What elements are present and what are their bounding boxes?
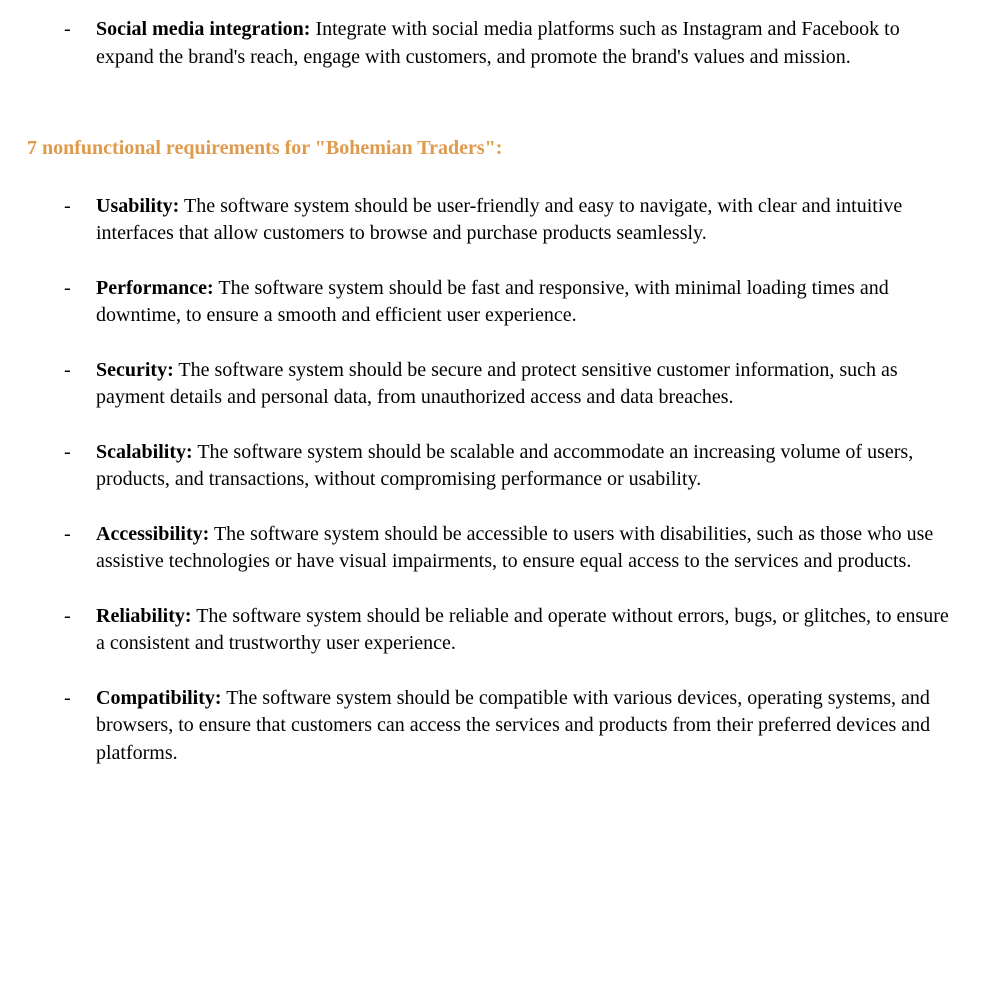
bullet-dash: - xyxy=(64,358,71,381)
list-item xyxy=(0,275,960,330)
item-text-wrap xyxy=(96,523,933,573)
list-item xyxy=(0,193,960,248)
bullet-dash: - xyxy=(64,276,71,299)
item-body: The software system should be accessible to users with disabilities, such as those who use assistive technologies or have visual impairments, to ensure equal access to the services and products. xyxy=(96,522,934,572)
bullet-dash: - xyxy=(64,440,71,463)
requirements-list xyxy=(0,193,994,768)
section-heading: 7 nonfunctional requirements for "Bohemian Traders": xyxy=(27,137,503,159)
item-body: The software system should be reliable and operate without errors, bugs, or glitches, to ensure a consistent and trustworthy user experience. xyxy=(96,604,949,654)
item-text-wrap xyxy=(96,18,900,68)
item-text-wrap xyxy=(96,195,902,245)
intro-list xyxy=(0,16,994,71)
item-label: Reliability: xyxy=(96,604,192,627)
item-body: The software system should be scalable and accommodate an increasing volume of users, products, and transactions, without compromising performance or usability. xyxy=(96,440,914,490)
item-body: The software system should be secure and protect sensitive customer information, such as payment details and personal data, from unauthorized access and data breaches. xyxy=(96,358,898,408)
item-label: Usability: xyxy=(96,194,180,217)
item-label: Social media integration: xyxy=(96,18,311,40)
list-item xyxy=(0,439,960,494)
list-item xyxy=(0,521,960,576)
item-text-wrap xyxy=(96,441,913,491)
item-label: Compatibility: xyxy=(96,686,222,709)
item-text-wrap xyxy=(96,605,949,655)
bullet-dash: - xyxy=(64,194,71,217)
item-text-wrap xyxy=(96,277,889,327)
bullet-dash: - xyxy=(64,686,71,709)
bullet-dash: - xyxy=(64,522,71,545)
item-text-wrap xyxy=(96,359,898,409)
item-label: Security: xyxy=(96,358,174,381)
item-body: The software system should be fast and responsive, with minimal loading times and downtime, to ensure a smooth and efficient user experience. xyxy=(96,276,889,326)
item-text-wrap xyxy=(96,687,930,764)
list-item xyxy=(0,357,960,412)
bullet-dash: - xyxy=(64,18,71,40)
list-item xyxy=(0,685,960,768)
list-item xyxy=(0,603,960,658)
list-item xyxy=(0,16,960,71)
item-label: Accessibility: xyxy=(96,522,210,545)
item-label: Performance: xyxy=(96,276,214,299)
item-body: The software system should be user-friendly and easy to navigate, with clear and intuitive interfaces that allow customers to browse and purchase products seamlessly. xyxy=(96,194,903,244)
item-body: The software system should be compatible with various devices, operating systems, and browsers, to ensure that customers can access the services and products from their preferred devices and platforms. xyxy=(96,686,931,764)
item-label: Scalability: xyxy=(96,440,193,463)
item-body: Integrate with social media platforms such as Instagram and Facebook to expand the brand's reach, engage with customers, and promote the brand's values and mission. xyxy=(96,18,900,68)
bullet-dash: - xyxy=(64,604,71,627)
